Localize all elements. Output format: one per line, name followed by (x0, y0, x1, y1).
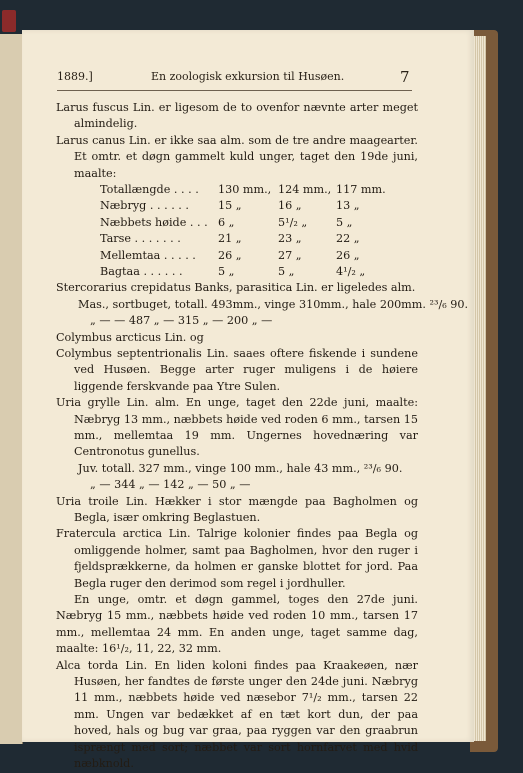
body-text (56, 100, 469, 773)
previous-page-edge (0, 34, 23, 744)
book-page (22, 30, 474, 771)
paragraph-colymbus-septentrionalis: Colymbus septentrionalis Lin. saaes oftere fiskende i sundene ved Husøen. Begge arter ruger muligens i de høiere liggende ferskvande paa Ytre Sulen. (56, 346, 418, 393)
measurement-row: Tarse . . . . . . . 21 „ 23 „ 22 „ (100, 232, 360, 246)
paragraph-colymbus-arcticus: Colymbus arcticus Lin. og (56, 330, 204, 344)
running-header (57, 68, 410, 88)
header-title: En zoologisk exkursion til Husøen. (151, 70, 345, 83)
paragraph-larus-canus: Larus canus Lin. er ikke saa alm. som de tre andre maagearter. Et omtr. et døgn gammelt kuld unger, taget den 19de juni, maalte: (56, 133, 418, 180)
paragraph-uria-grylle: Uria grylle Lin. alm. En unge, taget den 22de juni, maalte: Næbryg 13 mm., næbbets høide ved roden 6 mm., tarsen 15 mm., mellemtaa 19 mm. Ungernes hovednæring var Centronotus gunellus. (56, 396, 418, 459)
paragraph-fratercula: Fratercula arctica Lin. Talrige kolonier findes paa Begla og omliggende holmer, samt paa Bagholmen, hvor den ruger i fjeldsprækkerne, da holmen er ganske blottet for jord. Paa Begla ruger den derimod som regel i jordhuller. (56, 527, 418, 590)
measurement-row: Totallængde . . . . 130 mm., 124 mm., 117 mm. (100, 183, 386, 197)
header-year: 1889.] (57, 70, 93, 83)
measurement-row: Bagtaa . . . . . . 5 „ 5 „ 4¹/₂ „ (100, 264, 366, 278)
measurement-table (100, 182, 418, 280)
stercorarius-measure-1: Mas., sortbuget, totall. 493mm., vinge 310mm., hale 200mm. ²³/₆ 90. (78, 297, 469, 311)
paragraph-stercorarius: Stercorarius crepidatus Banks, parasitica Lin. er ligeledes alm. (56, 281, 416, 295)
paragraph-larus-fuscus: Larus fuscus Lin. er ligesom de to ovenfor nævnte arter meget almindelig. (56, 101, 418, 131)
bookmark-clip (2, 10, 16, 32)
stercorarius-measure-2: „ — — 487 „ — 315 „ — 200 „ — (90, 314, 273, 328)
page-number: 7 (400, 68, 410, 86)
header-rule (57, 90, 412, 91)
uria-grylle-measure-2: „ — 344 „ — 142 „ — 50 „ — (90, 478, 251, 492)
paragraph-fratercula-young: En unge, omtr. et døgn gammel, toges den 27de juni. Næbryg 15 mm., næbbets høide ved roden 10 mm., tarsen 17 mm., mellemtaa 24 mm. En anden unge, taget samme dag, maalte: 16¹/₂, 11, 22, 32 mm. (56, 593, 418, 656)
measurement-row: Næbryg . . . . . . 15 „ 16 „ 13 „ (100, 199, 360, 213)
paragraph-alca-torda: Alca torda Lin. En liden koloni findes paa Kraakeøen, nær Husøen, her fandtes de første unger den 24de juni. Næbryg 11 mm., næbbets høide ved næsebor 7¹/₂ mm., tarsen 22 mm. Ungen var bedækket af en tæt kort dun, der paa hoved, hals og bug var graa, paa ryggen var den graabrun isprængt med sort; næbbet var sort hornfarvet med hvid næbknold. (56, 658, 418, 771)
paragraph-uria-troile: Uria troile Lin. Hækker i stor mængde paa Bagholmen og Begla, især omkring Beglastuen. (56, 494, 418, 524)
uria-grylle-measure-1: Juv. totall. 327 mm., vinge 100 mm., hale 43 mm., ²³/₆ 90. (78, 461, 403, 475)
measurement-row: Mellemtaa . . . . . 26 „ 27 „ 26 „ (100, 248, 360, 262)
measurement-row: Næbbets høide . . . 6 „ 5¹/₂ „ 5 „ (100, 215, 353, 229)
